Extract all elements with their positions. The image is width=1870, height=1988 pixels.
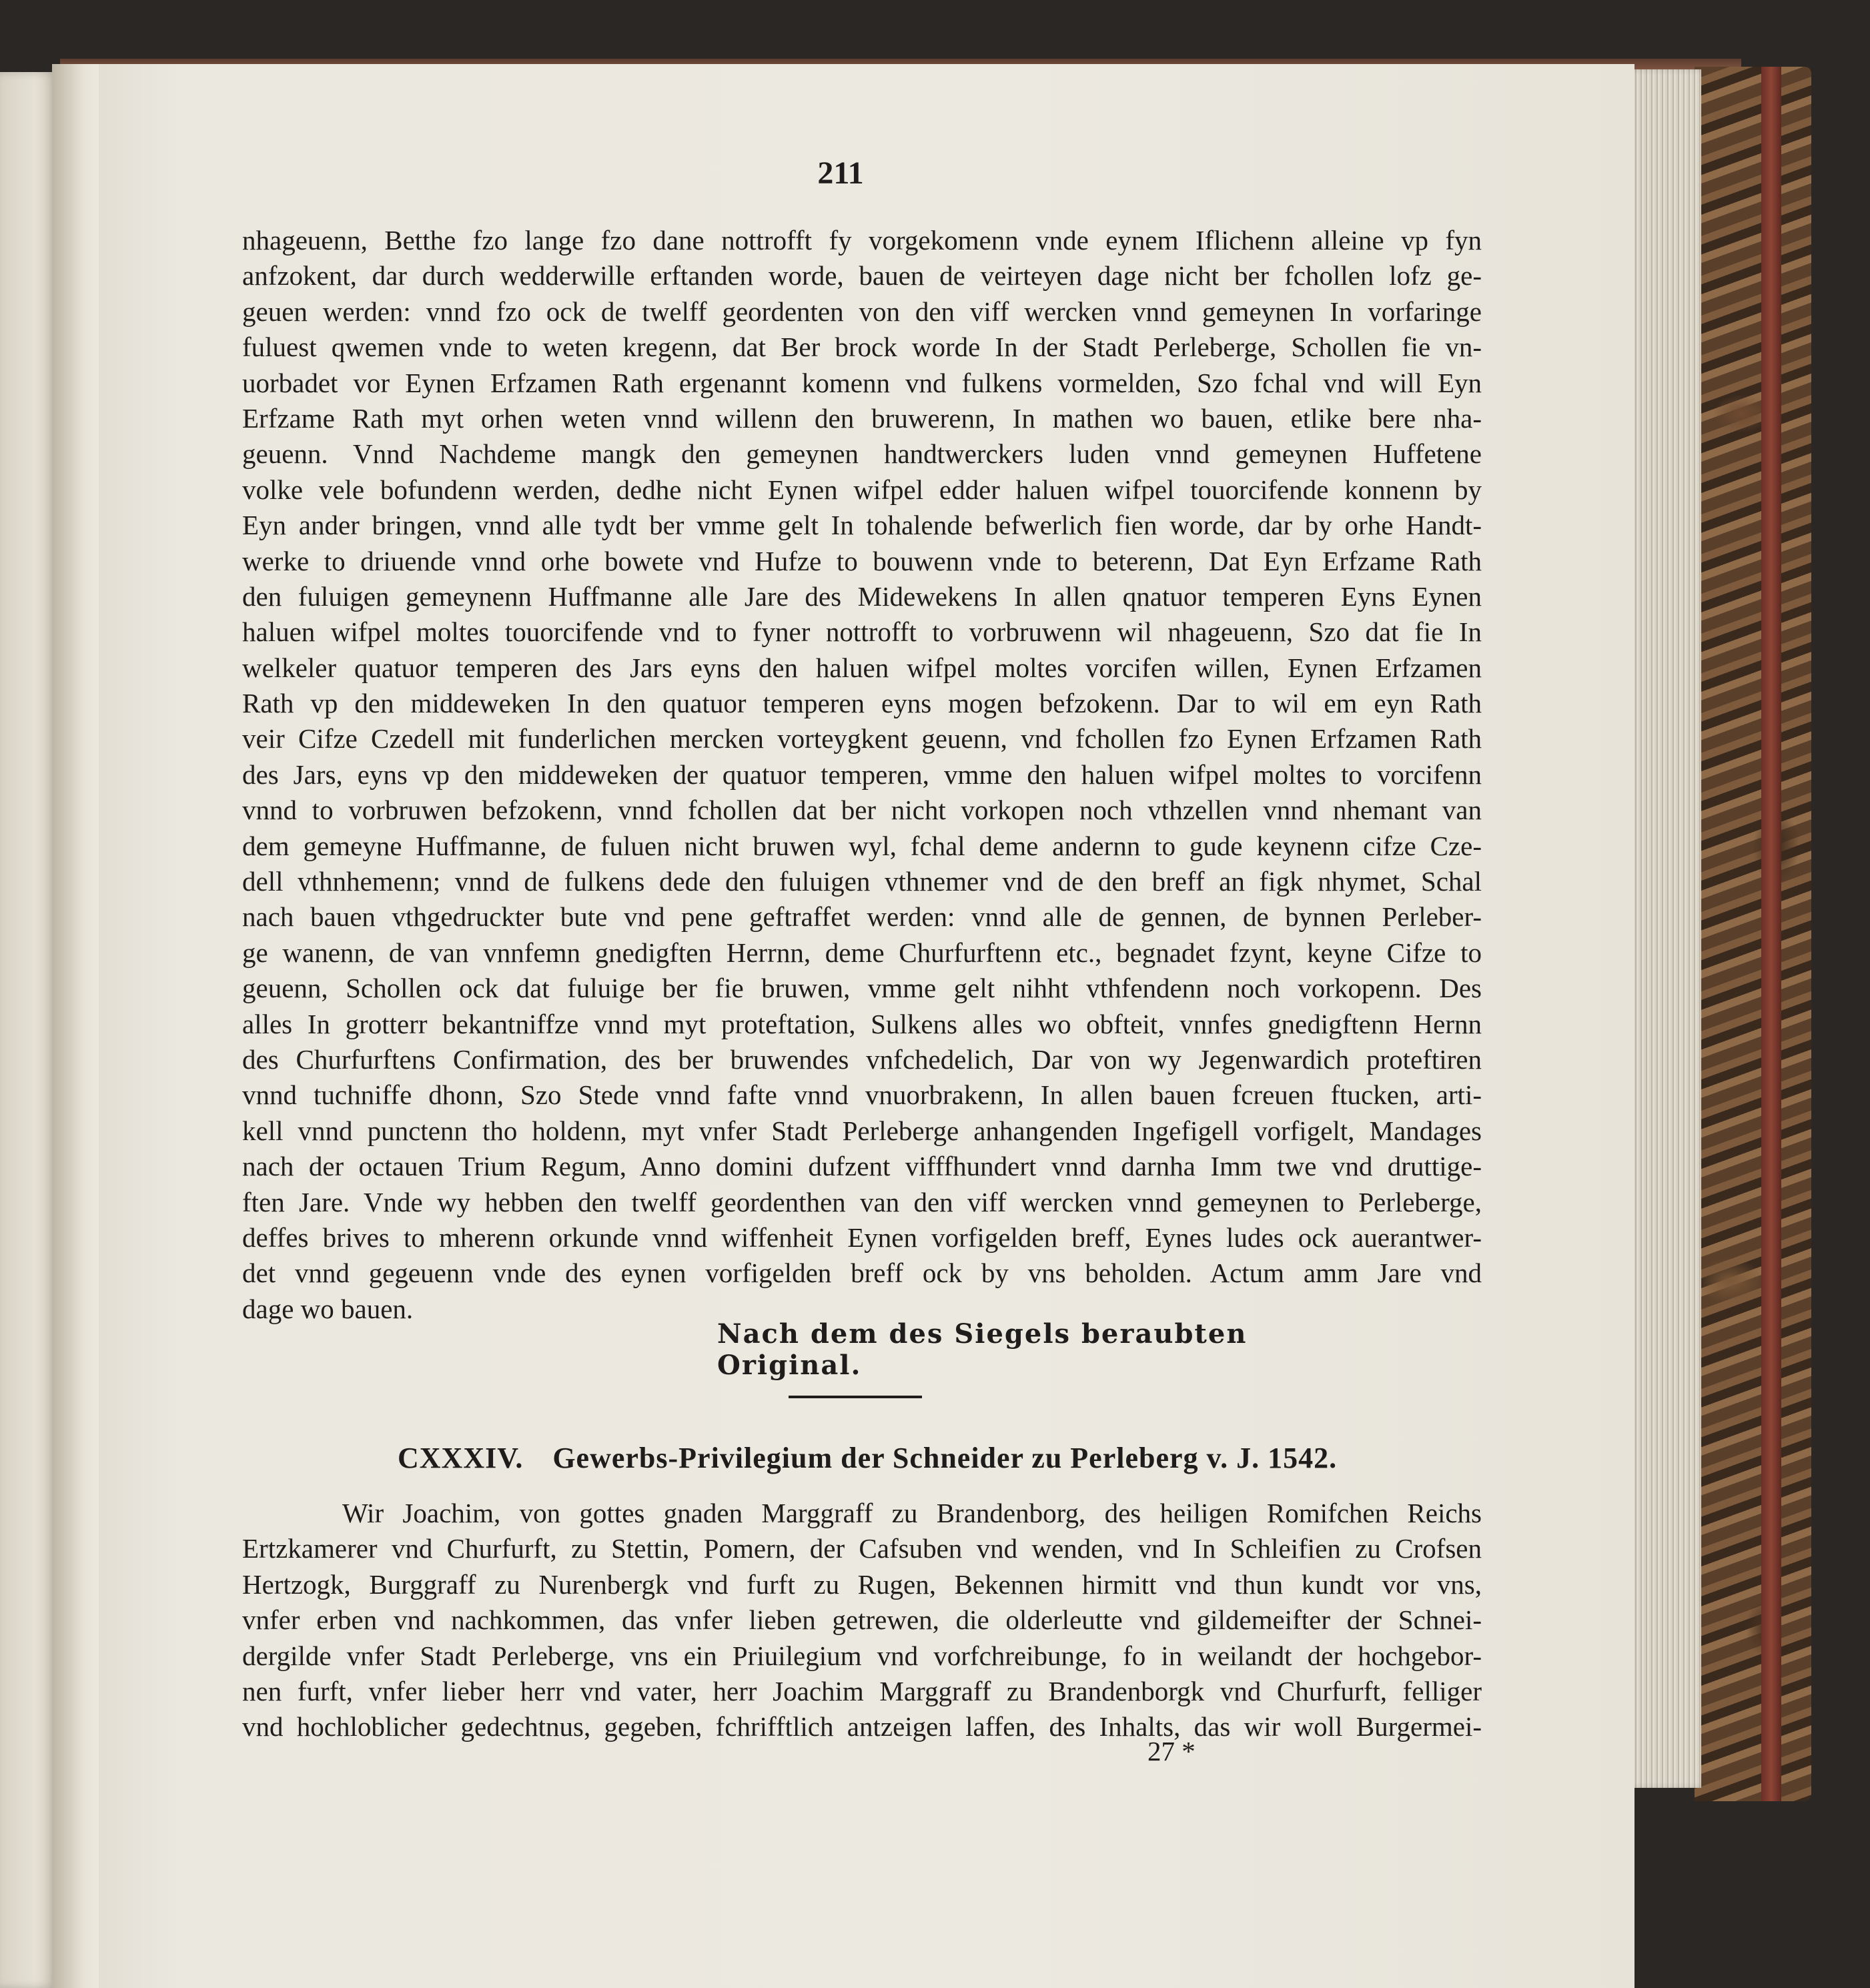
text-line: welkeler quatuor temperen des Jars eyns den haluen wifpel moltes vorcifen willen, Eynen Erfzamen <box>242 652 1482 683</box>
text-line: geuen werden: vnnd fzo ock de twelff geordenten von den viff wercken vnnd gemeynen In vorfaringe <box>242 296 1482 327</box>
text-line: dell vthnhemenn; vnnd de fulkens dede den fuluigen vthnemer vnd de den breff an figk nhymet, Schal <box>242 866 1482 897</box>
text-line: vnnd tuchniffe dhonn, Szo Stede vnnd fafte vnnd vnuorbrakenn, In allen bauen fcreuen ftucken, arti- <box>242 1079 1482 1111</box>
text-line: vnnd to vorbruwen befzokenn, vnnd fchollen dat ber nicht vorkopen noch vthzellen vnnd nhemant van <box>242 795 1482 826</box>
text-line: kell vnnd punctenn tho holdenn, myt vnfer Stadt Perleberge anhangenden Ingefigell vorfigelt, Mandages <box>242 1115 1482 1146</box>
text-line: Rath vp den middeweken In den quatuor temperen eyns mogen befzokenn. Dar to wil em eyn Rath <box>242 688 1482 719</box>
text-line: anfzokent, dar durch wedderwille erftanden worde, bauen de veirteyen dage nicht ber fchollen lofz ge- <box>242 260 1482 292</box>
text-line: werke to driuende vnnd orhe bowete vnd Hufze to bouwenn vnde to beterenn, Dat Eyn Erfzame Rath <box>242 545 1482 576</box>
text-line: den fuluigen gemeynenn Huffmanne alle Jare des Midewekens In allen qnatuor temperen Eyns Eynen <box>242 580 1482 612</box>
text-line: Eyn ander bringen, vnnd alle tydt ber vmme gelt In tohalende befwerlich fien worde, dar by orhe Handt- <box>242 510 1482 541</box>
document-title: Gewerbs-Privilegium der Schneider zu Perleberg v. J. 1542. <box>552 1442 1338 1474</box>
text-line: fuluest qwemen vnde to weten kregenn, dat Ber brock worde In der Stadt Perleberge, Schollen fie vn- <box>242 332 1482 363</box>
text-line: volke vele bofundenn werden, dedhe nicht Eynen wifpel edder haluen wifpel touorcifende konnenn by <box>242 474 1482 505</box>
page-number: 211 <box>817 155 864 191</box>
text-line: haluen wifpel moltes touorcifende vnd to fyner nottrofft to vorbruwenn wil nhageuenn, Szo dat fie In <box>242 616 1482 648</box>
section-divider <box>789 1396 922 1398</box>
text-line: Wir Joachim, von gottes gnaden Marggraff zu Brandenborg, des heiligen Romifchen Reichs <box>342 1498 1482 1528</box>
text-line: geuenn, Schollen ock dat fuluige ber fie bruwen, vmme gelt nihht vthfendenn noch vorkopenn. Des <box>242 973 1482 1004</box>
text-line: veir Cifze Czedell mit funderlichen mercken vorteygkent geuenn, vnd fchollen fzo Eynen Erfzamen Rath <box>242 723 1482 755</box>
page-gutter <box>52 64 99 1988</box>
text-line: geuenn. Vnnd Nachdeme mangk den gemeynen handtwerckers luden vnnd gemeynen Huffetene <box>242 438 1482 470</box>
page-stack-edge <box>1628 69 1701 1788</box>
leather-spine-edge <box>1761 67 1781 1801</box>
source-note: Nach dem des Siegels beraubten Original. <box>717 1318 1248 1381</box>
text-line: dergilde vnfer Stadt Perleberge, vns ein Priuilegium vnd vorfchreibunge, fo in weilandt der hochgebor- <box>242 1640 1482 1671</box>
text-line: nach der octauen Trium Regum, Anno domini dufzent vifffhundert vnnd darnha Imm twe vnd druttige- <box>242 1151 1482 1182</box>
text-line: det vnnd gegeuenn vnde des eynen vorfigelden breff ock by vns beholden. Actum amm Jare vnd <box>242 1258 1482 1289</box>
text-line: ften Jare. Vnde wy hebben den twelff geordenthen van den viff wercken vnnd gemeynen to Perleberge, <box>242 1186 1482 1217</box>
text-line: ge wanenn, de van vnnfemn gnedigften Herrnn, deme Churfurftenn etc., begnadet fzynt, keyne Cifze to <box>242 937 1482 968</box>
text-line: vnd hochloblicher gedechtnus, gegeben, fchrifftlich antzeigen laffen, des Inhalts, das wir woll Burgermei- <box>242 1711 1482 1743</box>
text-line: vnfer erben vnd nachkommen, das vnfer lieben getrewen, die olderleutte vnd gildemeifter der Schnei- <box>242 1604 1482 1636</box>
text-line: alles In grotterr bekantniffze vnnd myt proteftation, Sulkens alles wo obfteit, vnnfes gnedigftenn Hernn <box>242 1008 1482 1039</box>
text-line: Ertzkamerer vnd Churfurft, zu Stettin, Pomern, der Cafsuben vnd wenden, vnd In Schleifien zu Crofsen <box>242 1533 1482 1564</box>
text-line: dem gemeyne Huffmanne, de fuluen nicht bruwen wyl, fchal deme andernn to gude keynenn cifze Cze- <box>242 830 1482 861</box>
left-facing-page <box>0 72 57 1988</box>
document-text <box>242 1496 1482 1745</box>
text-line: Hertzogk, Burggraff zu Nurenbergk vnd furft zu Rugen, Bekennen hirmitt vnd thun kundt vor vns, <box>242 1568 1482 1600</box>
text-line: deffes brives to mherenn orkunde vnnd wiffenheit Eynen vorfigelden breff, Eynes ludes ock auerantwer- <box>242 1221 1482 1253</box>
text-line: nhageuenn, Betthe fzo lange fzo dane nottrofft fy vorgekomenn vnde eynem Iflichenn alleine vp fyn <box>242 225 1482 256</box>
document-heading <box>398 1441 1398 1475</box>
text-line: Erfzame Rath myt orhen weten vnnd willenn den bruwerenn, In mathen wo bauen, etlike bere nha- <box>242 402 1482 434</box>
text-line: dage wo bauen. <box>242 1293 414 1324</box>
text-line: uorbadet vor Eynen Erfzamen Rath ergenannt komenn vnd fulkens vormelden, Szo fchal vnd will Eyn <box>242 367 1482 398</box>
signature-mark: 27 * <box>1147 1736 1196 1767</box>
body-text <box>242 223 1482 1327</box>
text-line: des Churfurftens Confirmation, des ber bruwendes vnfchedelich, Dar von wy Jegenwardich proteftiren <box>242 1043 1482 1075</box>
text-line: nen furft, vnfer lieber herr vnd vater, herr Joachim Marggraff zu Brandenborgk vnd Churfurft, felliger <box>242 1675 1482 1706</box>
document-number: CXXXIV. <box>398 1442 524 1474</box>
marbled-cover <box>1695 67 1811 1801</box>
text-line: des Jars, eyns vp den middeweken der quatuor temperen, vmme den haluen wifpel moltes to vorcifenn <box>242 759 1482 790</box>
text-line: nach bauen vthgedruckter bute vnd pene geftraffet werden: vnnd alle de gennen, de bynnen Perleber- <box>242 901 1482 933</box>
